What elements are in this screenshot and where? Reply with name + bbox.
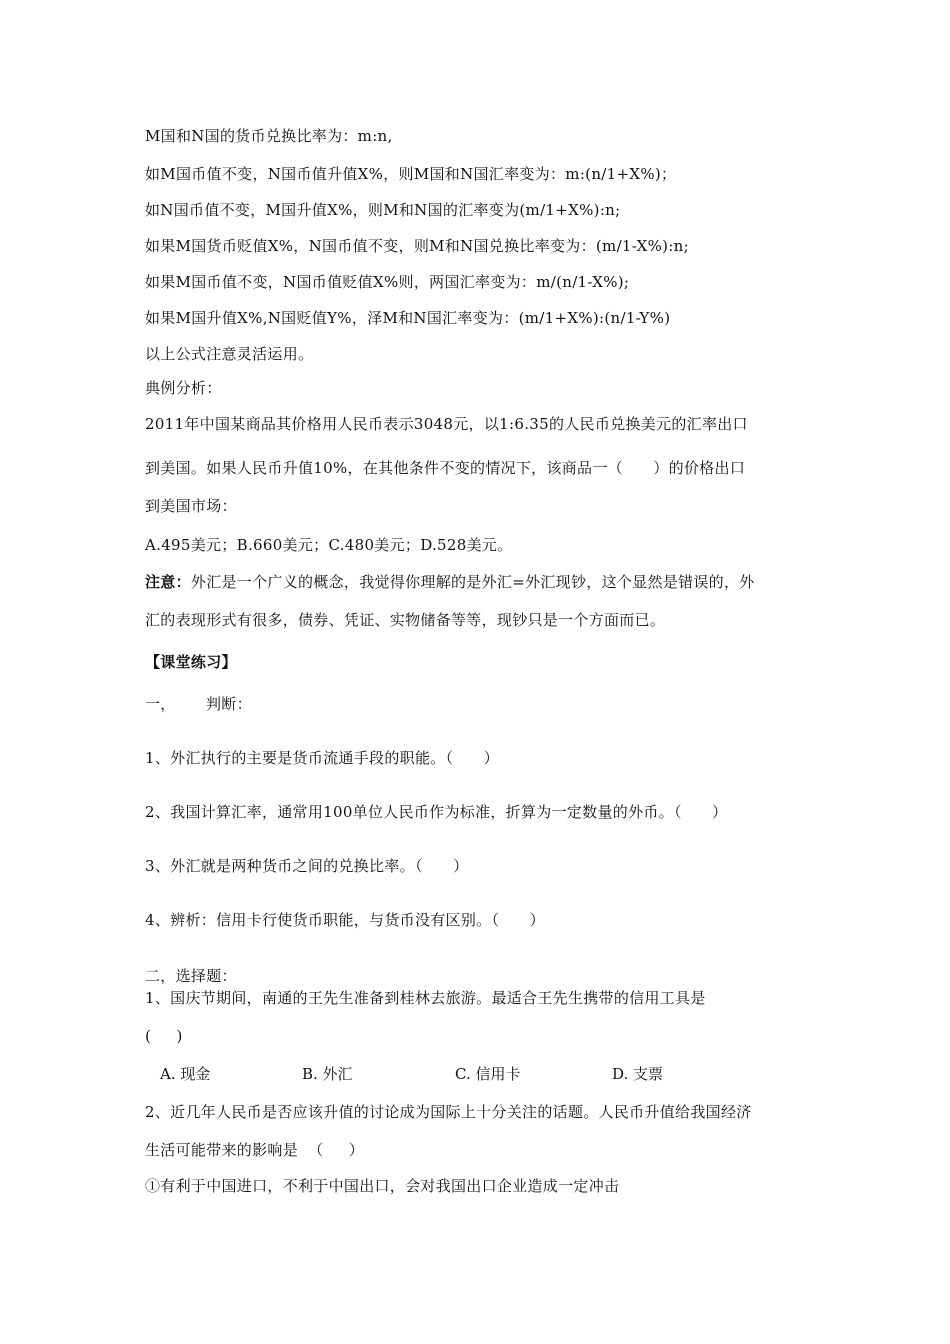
choice-question-1-line-1: 1、国庆节期间，南通的王先生准备到桂林去旅游。最适合王先生携带的信用工具是 [145,989,706,1007]
judgement-question-2: 2、我国计算汇率，通常用100单位人民币作为标准，折算为一定数量的外币。（ ） [145,803,728,821]
practice-heading: 【课堂练习】 [145,653,237,671]
note-line-2: 汇的表现形式有很多，债券、凭证、实物储备等等，现钞只是一个方面而已。 [145,611,666,629]
formula-line-3: 如N国币值不变，M国升值X%，则M和N国的汇率变为(m/1+X%):n; [145,201,621,219]
example-options: A.495美元；B.660美元；C.480美元；D.528美元。 [145,536,513,554]
example-question-line-2: 到美国。如果人民币升值10%，在其他条件不变的情况下，该商品一（ ）的价格出口 [145,459,746,477]
note-label: 注意： [145,573,191,591]
example-heading: 典例分析： [145,379,222,397]
formula-line-6: 如果M国升值X%,N国贬值Y%，泽M和N国汇率变为：(m/1+X%):(n/1-Y%) [145,309,671,327]
judgement-question-3: 3、外汇就是两种货币之间的兑换比率。（ ） [145,857,469,875]
formula-line-2: 如M国币值不变，N国币值升值X%，则M国和N国汇率变为：m:(n/1+X%)； [145,165,677,183]
choice-option-c: C. 信用卡 [455,1065,521,1083]
note-line-1 [145,572,755,592]
example-question-line-3: 到美国市场： [145,497,237,515]
formula-line-7: 以上公式注意灵活运用。 [145,345,314,363]
choice-question-2-line-2: 生活可能带来的影响是 （ ） [145,1141,365,1159]
choice-question-2-item-1: ①有利于中国进口，不利于中国出口，会对我国出口企业造成一定冲击 [145,1177,620,1195]
judgement-question-4: 4、辨析：信用卡行使货币职能，与货币没有区别。（ ） [145,911,545,929]
choice-option-b: B. 外汇 [302,1065,353,1083]
choice-question-2-line-1: 2、近几年人民币是否应该升值的讨论成为国际上十分关注的话题。人民币升值给我国经济 [145,1103,752,1121]
formula-line-4: 如果M国货币贬值X%，N国币值不变，则M和N国兑换比率变为：(m/1-X%):n; [145,237,689,255]
choice-option-d: D. 支票 [612,1065,664,1083]
formula-line-5: 如果M国币值不变，N国币值贬值X%则，两国汇率变为：m/(n/1-X%); [145,273,630,291]
section-choice-heading: 二，选择题： [145,967,237,985]
note-text-1: 外汇是一个广义的概念，我觉得你理解的是外汇=外汇现钞，这个显然是错误的，外 [190,573,755,591]
judgement-question-1: 1、外汇执行的主要是货币流通手段的职能。（ ） [145,749,500,767]
example-question-line-1: 2011年中国某商品其价格用人民币表示3048元，以1:6.35的人民币兑换美元的汇率出口 [145,415,748,433]
choice-option-a: A. 现金 [160,1065,211,1083]
section-judgement-heading: 一， 判断： [145,695,252,713]
choice-question-1-line-2: ( ) [145,1027,183,1045]
formula-line-1: M国和N国的货币兑换比率为：m:n, [145,127,393,145]
